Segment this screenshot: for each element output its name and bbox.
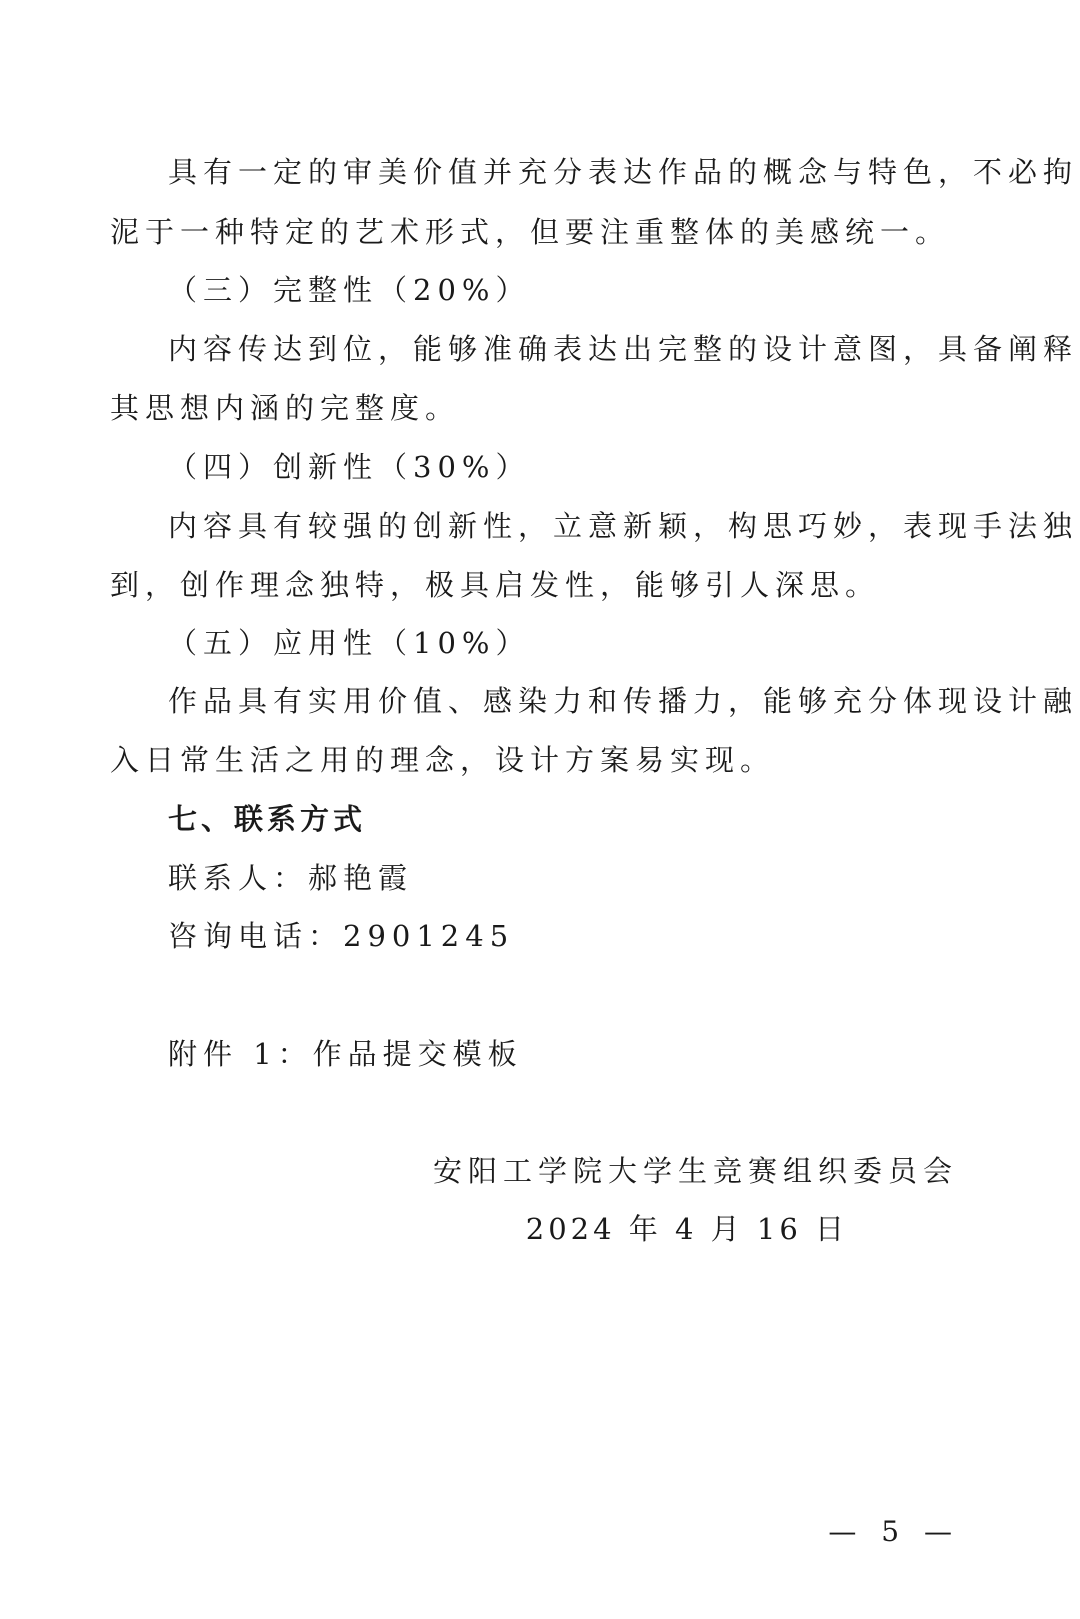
paragraph-line: 内容具有较强的创新性，立意新颖，构思巧妙，表现手法独	[168, 509, 1079, 543]
subsection-heading: （四）创新性（30%）	[168, 450, 531, 484]
section-heading: 七、联系方式	[168, 802, 367, 836]
attachment-note: 附件 1：作品提交模板	[168, 1037, 523, 1071]
signature-date: 2024 年 4 月 16 日	[525, 1212, 848, 1246]
contact-phone: 咨询电话：2901245	[168, 919, 515, 953]
paragraph-line: 具有一定的审美价值并充分表达作品的概念与特色，不必拘	[168, 155, 1079, 189]
subsection-heading: （五）应用性（10%）	[168, 626, 531, 660]
paragraph-line: 到，创作理念独特，极具启发性，能够引人深思。	[110, 568, 881, 602]
subsection-heading: （三）完整性（20%）	[168, 273, 531, 307]
paragraph-line: 泥于一种特定的艺术形式，但要注重整体的美感统一。	[110, 215, 951, 249]
page-number: — 5 —	[828, 1515, 960, 1548]
paragraph-line: 作品具有实用价值、感染力和传播力，能够充分体现设计融	[168, 684, 1079, 718]
contact-person: 联系人：郝艳霞	[168, 861, 414, 895]
signature-org: 安阳工学院大学生竞赛组织委员会	[432, 1154, 958, 1188]
paragraph-line: 其思想内涵的完整度。	[110, 391, 461, 425]
paragraph-line: 入日常生活之用的理念，设计方案易实现。	[110, 743, 776, 777]
paragraph-line: 内容传达到位，能够准确表达出完整的设计意图，具备阐释	[168, 332, 1079, 366]
